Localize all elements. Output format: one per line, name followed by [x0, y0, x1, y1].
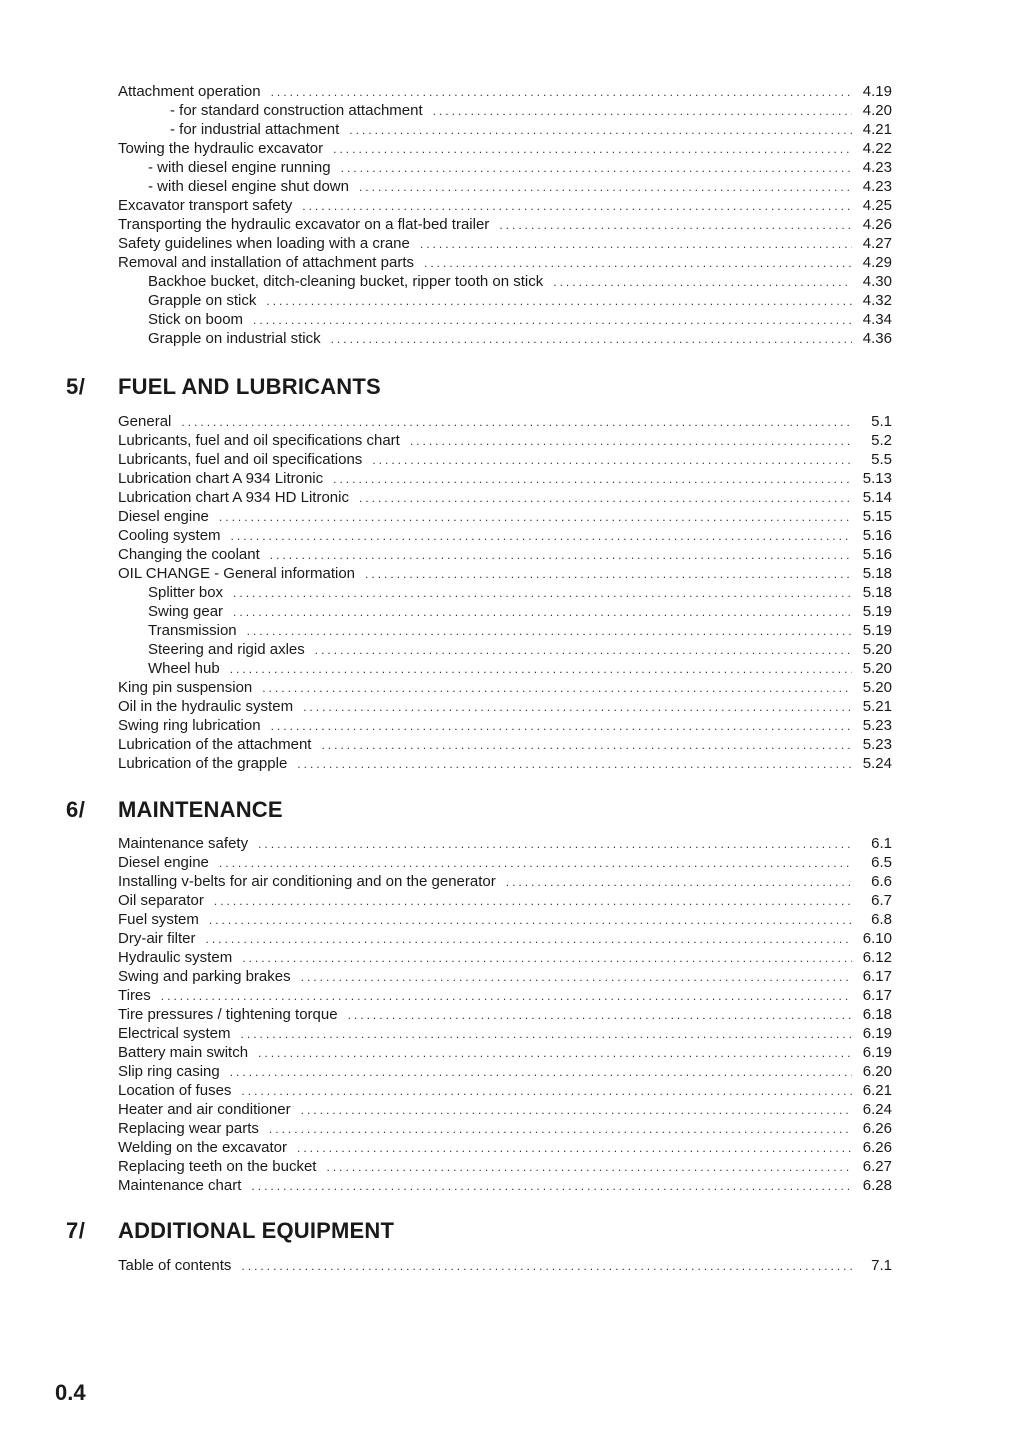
- toc-entry: [0, 967, 1024, 986]
- dot-leader: [359, 489, 852, 508]
- toc-entry: [0, 697, 1024, 716]
- toc-entry-page: 4.29: [862, 254, 892, 271]
- dot-leader: [506, 873, 852, 892]
- toc-entry-page: 6.19: [862, 1025, 892, 1042]
- toc-entry: [0, 1024, 1024, 1043]
- toc-entry-title: Towing the hydraulic excavator: [118, 140, 324, 157]
- toc-entry-title: Backhoe bucket, ditch-cleaning bucket, ripper tooth on stick: [148, 273, 544, 290]
- toc-entry: [0, 272, 1024, 291]
- dot-leader: [420, 235, 852, 254]
- toc-entry: [0, 1138, 1024, 1157]
- toc-entry-page: 4.25: [862, 197, 892, 214]
- toc-entry-page: 6.5: [871, 854, 892, 871]
- toc-entry-page: 4.21: [862, 121, 892, 138]
- toc-entry-title: Lubrication of the attachment: [118, 736, 312, 753]
- dot-leader: [349, 121, 852, 140]
- dot-leader: [206, 930, 853, 949]
- section-heading: [0, 1218, 1024, 1252]
- dot-leader: [233, 584, 852, 603]
- toc-entry: [0, 754, 1024, 773]
- dot-leader: [341, 159, 852, 178]
- toc-entry: [0, 139, 1024, 158]
- toc-entry-page: 6.17: [862, 987, 892, 1004]
- toc-entry-page: 6.24: [862, 1101, 892, 1118]
- dot-leader: [348, 1006, 852, 1025]
- toc-entry-title: Fuel system: [118, 911, 199, 928]
- toc-entry-page: 6.28: [862, 1177, 892, 1194]
- toc-entry: [0, 545, 1024, 564]
- toc-entry-title: Tires: [118, 987, 151, 1004]
- dot-leader: [209, 911, 852, 930]
- toc-entry-page: 6.17: [862, 968, 892, 985]
- dot-leader: [253, 311, 852, 330]
- toc-entry-title: Replacing wear parts: [118, 1120, 259, 1137]
- toc-entry: [0, 1100, 1024, 1119]
- dot-leader: [321, 736, 852, 755]
- toc-entry-title: Oil in the hydraulic system: [118, 698, 294, 715]
- toc-entry-title: OIL CHANGE - General information: [118, 565, 356, 582]
- toc-entry-page: 4.30: [862, 273, 892, 290]
- dot-leader: [271, 717, 852, 736]
- toc-entry-page: 5.20: [862, 641, 892, 658]
- toc-entry-title: Location of fuses: [118, 1082, 232, 1099]
- dot-leader: [359, 178, 852, 197]
- toc-entry-page: 6.18: [862, 1006, 892, 1023]
- toc-entry: [0, 310, 1024, 329]
- toc-entry: [0, 177, 1024, 196]
- toc-entry-page: 4.32: [862, 292, 892, 309]
- toc-entry-title: Swing ring lubrication: [118, 717, 261, 734]
- toc-entry-title: Steering and rigid axles: [148, 641, 305, 658]
- toc-entry-title: Transporting the hydraulic excavator on a flat-bed trailer: [118, 216, 490, 233]
- dot-leader: [297, 755, 852, 774]
- toc-entry: [0, 564, 1024, 583]
- toc-entry-title: Removal and installation of attachment parts: [118, 254, 414, 271]
- dot-leader: [241, 1025, 852, 1044]
- toc-entry-page: 4.20: [862, 102, 892, 119]
- toc-entry-page: 5.21: [862, 698, 892, 715]
- dot-leader: [258, 1044, 852, 1063]
- toc-entry: [0, 1256, 1024, 1275]
- dot-leader: [301, 1101, 852, 1120]
- toc-entry-title: Table of contents: [118, 1257, 232, 1274]
- dot-leader: [499, 216, 852, 235]
- dot-leader: [161, 987, 852, 1006]
- toc-entry-page: 6.19: [862, 1044, 892, 1061]
- toc-section-5: [0, 374, 1024, 773]
- toc-entry: [0, 469, 1024, 488]
- toc-entry-page: 5.20: [862, 660, 892, 677]
- toc-entry: [0, 253, 1024, 272]
- toc-entry-title: Excavator transport safety: [118, 197, 293, 214]
- toc-entry-page: 6.1: [871, 835, 892, 852]
- toc-list: [0, 82, 1024, 348]
- toc-entry: [0, 621, 1024, 640]
- section-heading: [0, 374, 1024, 408]
- dot-leader: [181, 413, 852, 432]
- toc-entry-title: Replacing teeth on the bucket: [118, 1158, 317, 1175]
- dot-leader: [269, 1120, 852, 1139]
- dot-leader: [241, 1082, 852, 1101]
- toc-entry-title: Wheel hub: [148, 660, 220, 677]
- toc-entry-title: Grapple on stick: [148, 292, 257, 309]
- dot-leader: [315, 641, 852, 660]
- toc-entry-title: - for standard construction attachment: [170, 102, 423, 119]
- toc-entry: [0, 891, 1024, 910]
- dot-leader: [214, 892, 852, 911]
- toc-entry: [0, 1062, 1024, 1081]
- section-title: FUEL AND LUBRICANTS: [118, 374, 381, 399]
- toc-entry: [0, 412, 1024, 431]
- toc-entry: [0, 853, 1024, 872]
- toc-entry-page: 5.18: [862, 565, 892, 582]
- dot-leader: [333, 140, 852, 159]
- dot-leader: [233, 603, 852, 622]
- toc-entry-page: 4.23: [862, 178, 892, 195]
- toc-entry-page: 4.27: [862, 235, 892, 252]
- toc-entry-title: Maintenance safety: [118, 835, 249, 852]
- toc-entry-page: 6.27: [862, 1158, 892, 1175]
- toc-entry: [0, 1119, 1024, 1138]
- dot-leader: [301, 968, 852, 987]
- dot-leader: [241, 1257, 852, 1276]
- toc-entry-title: Cooling system: [118, 527, 221, 544]
- toc-entry: [0, 986, 1024, 1005]
- toc-entry-page: 4.34: [862, 311, 892, 328]
- toc-entry-title: Tire pressures / tightening torque: [118, 1006, 338, 1023]
- toc-entry-page: 6.7: [871, 892, 892, 909]
- toc-entry-title: Stick on boom: [148, 311, 244, 328]
- toc-entry-title: Lubrication chart A 934 HD Litronic: [118, 489, 349, 506]
- section-heading: [0, 797, 1024, 831]
- toc-entry-title: Maintenance chart: [118, 1177, 242, 1194]
- toc-entry-page: 5.23: [862, 736, 892, 753]
- dot-leader: [266, 292, 852, 311]
- section-number: 6/: [66, 797, 86, 822]
- toc-entry-title: Changing the coolant: [118, 546, 260, 563]
- toc-entry: [0, 1043, 1024, 1062]
- dot-leader: [297, 1139, 852, 1158]
- toc-entry-title: General: [118, 413, 172, 430]
- toc-entry: [0, 602, 1024, 621]
- toc-section-6: [0, 797, 1024, 1195]
- toc-list: [0, 1256, 1024, 1275]
- toc-entry: [0, 196, 1024, 215]
- toc-entry: [0, 834, 1024, 853]
- toc-entry-page: 5.13: [862, 470, 892, 487]
- toc-entry: [0, 1157, 1024, 1176]
- section-title: ADDITIONAL EQUIPMENT: [118, 1218, 395, 1243]
- toc-entry-title: Lubrication chart A 934 Litronic: [118, 470, 324, 487]
- toc-entry-page: 5.15: [862, 508, 892, 525]
- toc-entry-title: Swing gear: [148, 603, 224, 620]
- toc-entry: [0, 583, 1024, 602]
- toc-entry-title: Slip ring casing: [118, 1063, 220, 1080]
- dot-leader: [219, 508, 852, 527]
- toc-entry: [0, 929, 1024, 948]
- toc-entry-page: 4.36: [862, 330, 892, 347]
- toc-entry-title: Lubricants, fuel and oil specifications: [118, 451, 363, 468]
- dot-leader: [553, 273, 852, 292]
- toc-entry-page: 4.26: [862, 216, 892, 233]
- dot-leader: [365, 565, 852, 584]
- toc-entry-title: - for industrial attachment: [170, 121, 340, 138]
- dot-leader: [258, 835, 852, 854]
- toc-entry-title: Splitter box: [148, 584, 224, 601]
- toc-entry-page: 6.26: [862, 1139, 892, 1156]
- toc-entry-title: Diesel engine: [118, 508, 209, 525]
- toc-entry-title: Grapple on industrial stick: [148, 330, 321, 347]
- toc-list: [0, 412, 1024, 773]
- toc-entry: [0, 507, 1024, 526]
- dot-leader: [410, 432, 852, 451]
- toc-entry-page: 6.10: [862, 930, 892, 947]
- toc-entry: [0, 1081, 1024, 1100]
- dot-leader: [302, 197, 852, 216]
- dot-leader: [247, 622, 852, 641]
- toc-entry: [0, 910, 1024, 929]
- toc-entry-title: Safety guidelines when loading with a crane: [118, 235, 410, 252]
- dot-leader: [230, 1063, 852, 1082]
- toc-entry: [0, 872, 1024, 891]
- toc-entry-title: Oil separator: [118, 892, 204, 909]
- toc-entry-page: 5.14: [862, 489, 892, 506]
- dot-leader: [326, 1158, 852, 1177]
- toc-entry-page: 5.5: [871, 451, 892, 468]
- toc-continuation: [0, 82, 1024, 348]
- toc-entry-page: 6.21: [862, 1082, 892, 1099]
- section-number: 5/: [66, 374, 86, 399]
- dot-leader: [270, 546, 852, 565]
- toc-entry: [0, 158, 1024, 177]
- toc-entry: [0, 1176, 1024, 1195]
- toc-entry: [0, 678, 1024, 697]
- toc-entry: [0, 735, 1024, 754]
- toc-entry: [0, 948, 1024, 967]
- section-number: 7/: [66, 1218, 86, 1243]
- toc-entry: [0, 640, 1024, 659]
- toc-entry-title: Swing and parking brakes: [118, 968, 291, 985]
- toc-entry: [0, 526, 1024, 545]
- toc-entry-title: Diesel engine: [118, 854, 209, 871]
- toc-entry-title: Transmission: [148, 622, 237, 639]
- toc-entry-page: 5.2: [871, 432, 892, 449]
- toc-entry: [0, 101, 1024, 120]
- toc-entry-page: 4.19: [862, 83, 892, 100]
- toc-entry: [0, 215, 1024, 234]
- toc-entry: [0, 291, 1024, 310]
- toc-entry-page: 6.20: [862, 1063, 892, 1080]
- dot-leader: [219, 854, 852, 873]
- toc-entry-page: 5.20: [862, 679, 892, 696]
- toc-entry-page: 5.24: [862, 755, 892, 772]
- dot-leader: [242, 949, 852, 968]
- toc-entry: [0, 120, 1024, 139]
- toc-entry-title: Hydraulic system: [118, 949, 233, 966]
- toc-entry-title: - with diesel engine running: [148, 159, 331, 176]
- toc-entry-page: 4.23: [862, 159, 892, 176]
- toc-entry-page: 4.22: [862, 140, 892, 157]
- toc-entry-title: - with diesel engine shut down: [148, 178, 349, 195]
- toc-entry-page: 5.23: [862, 717, 892, 734]
- dot-leader: [230, 660, 852, 679]
- toc-entry-page: 5.16: [862, 527, 892, 544]
- toc-section-7: [0, 1218, 1024, 1275]
- toc-entry-page: 5.1: [871, 413, 892, 430]
- toc-entry-title: Attachment operation: [118, 83, 261, 100]
- toc-entry-page: 5.16: [862, 546, 892, 563]
- toc-entry-title: Heater and air conditioner: [118, 1101, 291, 1118]
- toc-entry-page: 5.19: [862, 603, 892, 620]
- toc-entry: [0, 659, 1024, 678]
- toc-entry-page: 6.6: [871, 873, 892, 890]
- toc-entry-page: 5.19: [862, 622, 892, 639]
- dot-leader: [271, 83, 852, 102]
- toc-entry: [0, 329, 1024, 348]
- toc-entry: [0, 431, 1024, 450]
- toc-entry-title: Lubricants, fuel and oil specifications chart: [118, 432, 400, 449]
- toc-entry: [0, 234, 1024, 253]
- dot-leader: [251, 1177, 852, 1196]
- dot-leader: [433, 102, 852, 121]
- dot-leader: [262, 679, 852, 698]
- section-title: MAINTENANCE: [118, 797, 283, 822]
- toc-entry: [0, 488, 1024, 507]
- dot-leader: [424, 254, 852, 273]
- toc-entry-title: King pin suspension: [118, 679, 253, 696]
- toc-entry-title: Lubrication of the grapple: [118, 755, 288, 772]
- toc-entry-title: Dry-air filter: [118, 930, 196, 947]
- toc-entry-page: 6.12: [862, 949, 892, 966]
- toc-entry: [0, 82, 1024, 101]
- toc-list: [0, 834, 1024, 1195]
- toc-entry-page: 5.18: [862, 584, 892, 601]
- toc-entry-title: Electrical system: [118, 1025, 231, 1042]
- toc-entry: [0, 450, 1024, 469]
- dot-leader: [303, 698, 852, 717]
- toc-entry: [0, 1005, 1024, 1024]
- dot-leader: [331, 330, 852, 349]
- toc-entry-title: Battery main switch: [118, 1044, 249, 1061]
- dot-leader: [333, 470, 852, 489]
- toc-entry-page: 6.8: [871, 911, 892, 928]
- dot-leader: [231, 527, 852, 546]
- toc-entry: [0, 716, 1024, 735]
- toc-entry-title: Welding on the excavator: [118, 1139, 287, 1156]
- toc-entry-page: 6.26: [862, 1120, 892, 1137]
- toc-entry-title: Installing v-belts for air conditioning and on the generator: [118, 873, 496, 890]
- dot-leader: [372, 451, 852, 470]
- page-number: 0.4: [55, 1380, 86, 1405]
- toc-entry-page: 7.1: [871, 1257, 892, 1274]
